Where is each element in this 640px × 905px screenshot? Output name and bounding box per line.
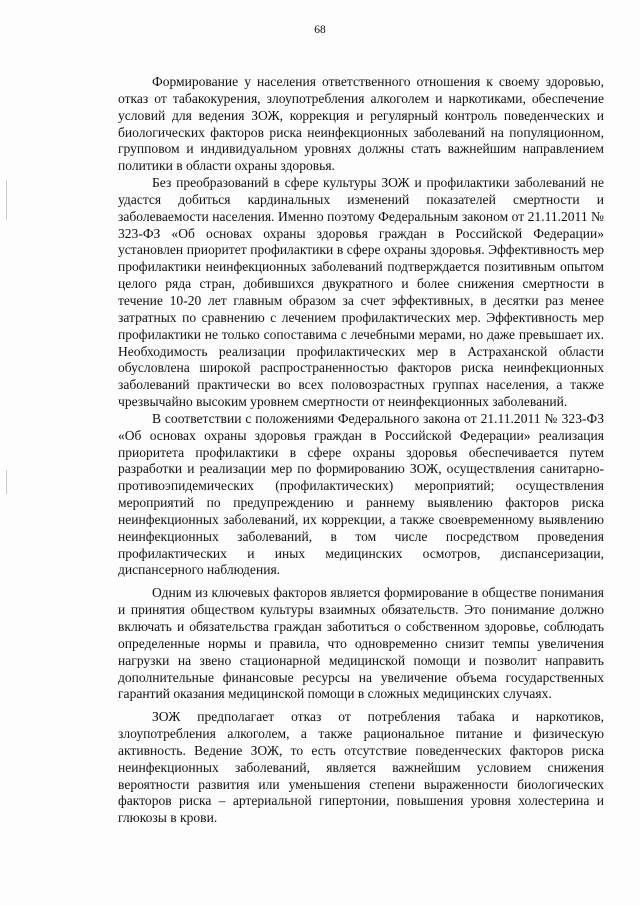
paragraph-3: В соответствии с положениями Федерального закона от 21.11.2011 № 323-ФЗ «Об основах охраны здоровья граждан в Российской Федерации» реализация приоритета профилактики в сфере охраны здоровья обеспечивается путем разработки и реализации мер по формированию ЗОЖ, осуществления санитарно-противоэпидемических (профилактических) мероприятий; осуществления мероприятий по предупреждению и раннему выявлению факторов риска неинфекционных заболеваний, их коррекции, а также своевременному выявлению неинфекционных заболеваний, в том числе посредством проведения профилактических и иных медицинских осмотров, диспансеризации, диспансерного наблюдения. (118, 410, 604, 578)
scan-edge-mark (6, 180, 7, 220)
paragraph-2: Без преобразований в сфере культуры ЗОЖ и профилактики заболеваний не удастся добиться кардинальных изменений показателей смертности и заболеваемости населения. Именно поэтому Федеральным законом от 21.11.2011 № 323-ФЗ «Об основах охраны здоровья граждан в Российской Федерации» установлен приоритет профилактики в сфере охраны здоровья. Эффективность мер профилактики неинфекционных заболеваний подтверждается позитивным опытом целого ряда стран, добившихся двукратного и более снижения смертности в течение 10-20 лет главным образом за счет эффективных, в десятки раз менее затратных по сравнению с лечением профилактических мер. Эффективность мер профилактики не только сопоставима с лечебными мерами, но даже превышает их. Необходимость реализации профилактических мер в Астраханской области обусловлена широкой распространенностью факторов риска неинфекционных заболеваний практически во всех половозрастных группах населения, а также чрезвычайно высоким уровнем смертности от неинфекционных заболеваний. (118, 175, 604, 410)
paragraph-5: ЗОЖ предполагает отказ от потребления табака и наркотиков, злоупотребления алкоголем, а также рациональное питание и физическую активность. Ведение ЗОЖ, то есть отсутствие поведенческих факторов риска неинфекционных заболеваний, является важнейшим условием снижения вероятности развития или уменьшения степени выраженности биологических факторов риска – артериальной гипертонии, повышения уровня холестерина и глюкозы в крови. (118, 709, 604, 826)
document-body (118, 74, 604, 827)
page-number: 68 (314, 24, 326, 36)
paragraph-4: Одним из ключевых факторов является формирование в обществе понимания и принятия обществом культуры взаимных обязательств. Это понимание должно включать и обязательства граждан заботиться о собственном здоровье, соблюдать определенные нормы и правила, что одновременно снизит темпы увеличения нагрузки на звено стационарной медицинской помощи и позволит направить дополнительные финансовые ресурсы на увеличение объема государственных гарантий оказания медицинской помощи в сложных медицинских случаях. (118, 585, 604, 702)
scan-edge-mark (6, 470, 7, 494)
paragraph-1: Формирование у населения ответственного отношения к своему здоровью, отказ от табакокурения, злоупотребления алкоголем и наркотиками, обеспечение условий для ведения ЗОЖ, коррекция и регулярный контроль поведенческих и биологических факторов риска неинфекционных заболеваний на популяционном, групповом и индивидуальном уровнях должны стать важнейшим направлением политики в области охраны здоровья. (118, 74, 604, 174)
